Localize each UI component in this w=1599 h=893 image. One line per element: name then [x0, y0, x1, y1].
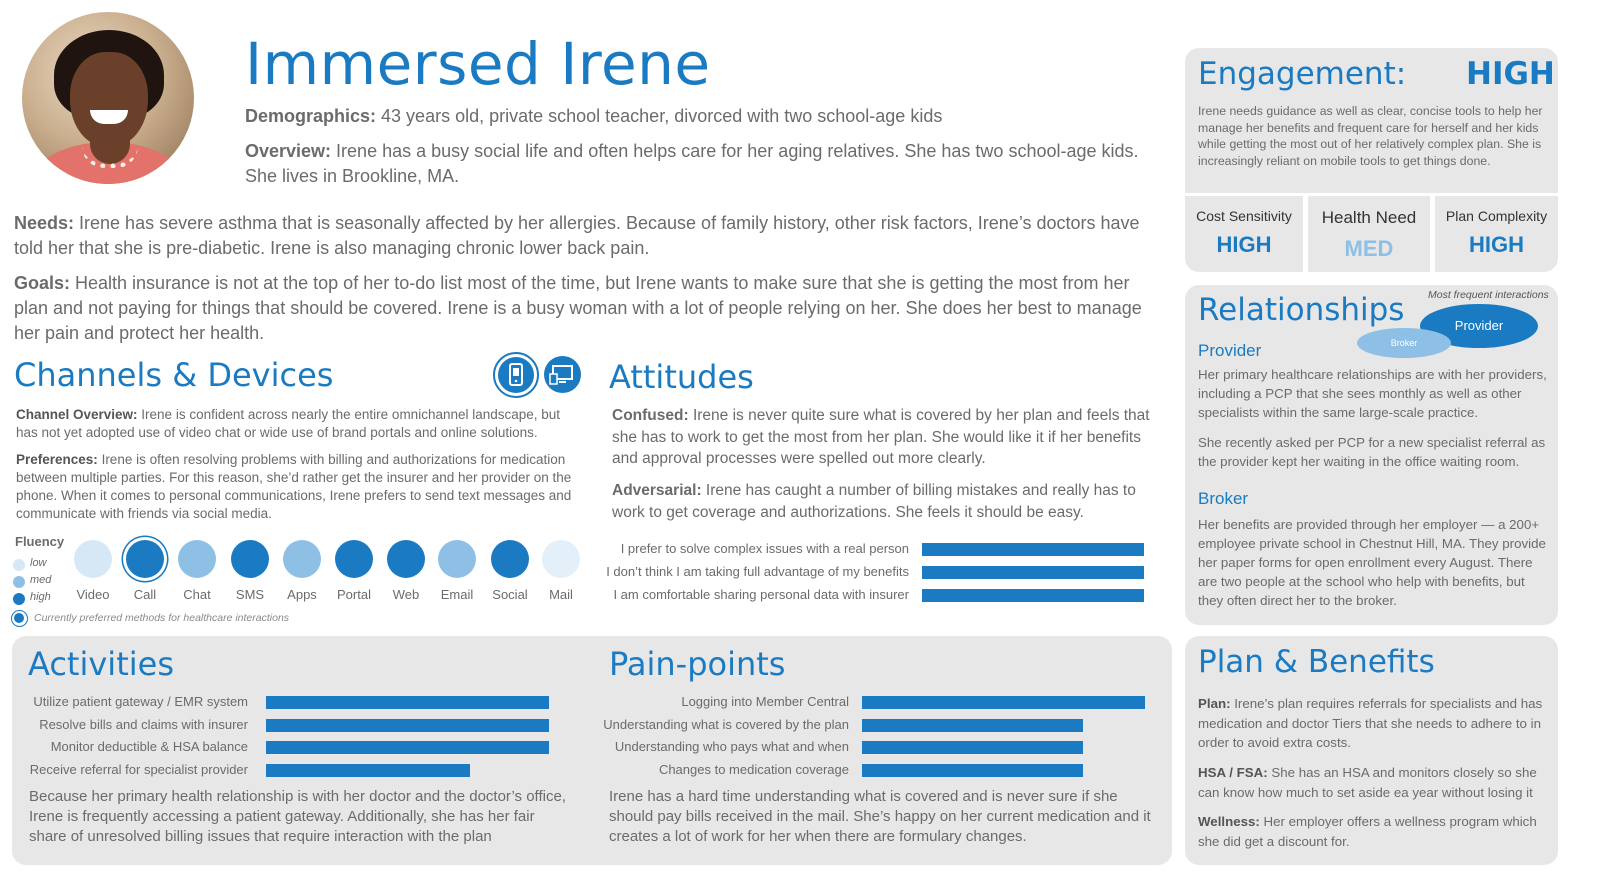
attitudes-title: Attitudes: [609, 358, 754, 396]
fluency-dot-video: [74, 540, 112, 578]
legend-preferred-note: Currently preferred methods for healthcare interactions: [34, 612, 290, 624]
fluency-label-chat: Chat: [183, 587, 211, 602]
activities-text: Because her primary health relationship is with her doctor and the doctor’s office, Irene is frequently accessing a patient gateway. Additionally, she has her fair share of unresolved billing issues that require interaction with the plan: [29, 788, 566, 845]
attitude-bar: [922, 566, 1144, 579]
hsa-text: HSA / FSA: She has an HSA and monitors closely so she can know how much to set aside ea year without losing it: [1198, 765, 1537, 800]
activities-title: Activities: [28, 645, 174, 683]
fluency-dot-sms: [231, 540, 269, 578]
fluency-dot-web: [387, 540, 425, 578]
activity-bar-label: Receive referral for specialist provider: [29, 761, 248, 777]
rating-cell: [1435, 196, 1558, 272]
fluency-label-mail: Mail: [549, 587, 573, 602]
painpoint-bar-label: Understanding who pays what and when: [614, 739, 849, 754]
wellness-text: Wellness: Her employer offers a wellness program which she did get a discount for.: [1198, 814, 1537, 849]
plan-title: Plan & Benefits: [1198, 644, 1435, 680]
fluency-label-call: Call: [133, 587, 157, 602]
channel-preferences: Preferences: Irene is often resolving problems with billing and authorizations for medication between multiple parties. For this reason, she’d rather get the insurer and her provider on the phone. When it comes to personal communications, Irene prefers to send text messages and communicate with friends via social media.: [16, 452, 572, 521]
needs: Needs: Irene has severe asthma that is seasonally affected by her allergies. Because of family history, other risk factors, Irene’s doctors have told her that she is pre-diabetic. Irene is also managing chronic lower back pain.: [14, 213, 1140, 258]
legend-high-label: high: [30, 591, 51, 603]
channels-title: Channels & Devices: [14, 356, 334, 394]
rating-value: HIGH: [1216, 232, 1272, 257]
painpoint-bar: [862, 719, 1083, 732]
fluency-label-web: Web: [392, 587, 420, 602]
goals: Goals: Health insurance is not at the top of her to-do list most of the time, but Irene wants to make sure that she is getting the most from her plan and not paying for things that should be covered. Irene is a busy woman with a lot of people relying on her. She does her best to manage her pain and protect her health.: [14, 273, 1142, 343]
fluency-dot-chat: [178, 540, 216, 578]
attitude-confused: Confused: Irene is never quite sure what is covered by her plan and feels that she has to work to get the most from her plan. She would like it if her benefits and approval processes were spelled out more clearly.: [612, 407, 1150, 467]
activity-bar: [266, 764, 470, 777]
painpoint-bar: [862, 696, 1145, 709]
rating-value: HIGH: [1469, 232, 1524, 257]
engagement-text: Irene needs guidance as well as clear, concise tools to help her manage her benefits and frequent care for herself and her kids while getting the most out of her relatively complex plan. She is increasingly reliant on mobile tools to get things done.: [1198, 104, 1543, 168]
broker-bubble: Broker: [1357, 328, 1451, 358]
painpoint-bar-label: Changes to medication coverage: [658, 761, 849, 777]
attitude-bar-label: I don’t think I am taking full advantage of my benefits: [606, 564, 909, 579]
provider-text-2: She recently asked per PCP for a new specialist referral as the provider kept her waiting in the office waiting room.: [1198, 435, 1546, 469]
painpoint-bar-label: Logging into Member Central: [681, 694, 849, 709]
fluency-row: [0, 0, 600, 620]
painpoint-bar-label: Understanding what is covered by the plan: [603, 716, 849, 732]
legend-med-label: med: [30, 574, 52, 586]
attitude-bar: [922, 589, 1144, 602]
persona-name: Immersed Irene: [245, 30, 711, 98]
engagement-level: HIGH: [1466, 56, 1555, 92]
painpoints-text: Irene has a hard time understanding what is covered and is never sure if she should pay bills received in the mail. She’s happy on her current medication and it creates a lot of work for her when there are formulary changes.: [609, 788, 1151, 845]
relationships-note: Most frequent interactions: [1428, 289, 1549, 301]
plan-text: Plan: Irene’s plan requires referrals for specialists and has medication and doctor Tiers that she needs to adhere to in order to avoid extra costs.: [1198, 696, 1543, 750]
attitude-bar-label: I prefer to solve complex issues with a real person: [620, 541, 909, 556]
fluency-label-sms: SMS: [235, 587, 265, 602]
fluency-label-email: Email: [440, 587, 474, 602]
activity-bar-label: Monitor deductible & HSA balance: [50, 739, 248, 754]
rating-title: Cost Sensitivity: [1196, 208, 1292, 224]
rating-title: Plan Complexity: [1445, 208, 1548, 224]
rating-cell: [1308, 196, 1430, 272]
fluency-label: Fluency: [15, 534, 65, 549]
provider-heading: Provider: [1198, 341, 1262, 360]
attitude-bar-label: I am comfortable sharing personal data with insurer: [613, 587, 909, 602]
provider-bubble: Provider: [1420, 304, 1538, 348]
activity-bar-label: Resolve bills and claims with insurer: [39, 716, 248, 732]
broker-text: Her benefits are provided through her employer — a 200+ employee private school in Chestnut Hill, MA. They provide her paper forms for open enrollment every August. There are two people at the school who help with benefits, but they often direct her to the broker.: [1198, 517, 1546, 608]
broker-heading: Broker: [1198, 489, 1249, 508]
rating-value: MED: [1344, 236, 1394, 261]
painpoint-bar: [862, 741, 1083, 754]
fluency-label-social: Social: [492, 587, 528, 602]
provider-text-1: Her primary healthcare relationships are with her providers, including a PCP that she sees monthly as well as other specialists within the same large-scale practice.: [1198, 367, 1547, 420]
demographics: Demographics: 43 years old, private school teacher, divorced with two school-age kids: [245, 106, 943, 126]
fluency-dot-apps: [283, 540, 321, 578]
rating-title: Health Need: [1321, 208, 1417, 227]
relationships-title: Relationships: [1198, 292, 1405, 328]
fluency-dot-email: [438, 540, 476, 578]
fluency-label-video: Video: [76, 587, 110, 602]
fluency-label-apps: Apps: [287, 587, 317, 602]
rating-cell: [1185, 196, 1303, 272]
legend-low-label: low: [30, 557, 47, 569]
activity-bar-label: Utilize patient gateway / EMR system: [33, 694, 248, 709]
engagement-title: Engagement:: [1198, 56, 1407, 92]
channel-overview: Channel Overview: Irene is confident across nearly the entire omnichannel landscape, but has not yet adopted use of video chat or wide use of brand portals and online solutions.: [16, 407, 561, 440]
fluency-dot-portal: [335, 540, 373, 578]
fluency-dot-call: [126, 540, 164, 578]
painpoints-title: Pain-points: [609, 645, 786, 683]
attitude-bar: [922, 543, 1144, 556]
overview: Overview: Irene has a busy social life and often helps care for her aging relatives. She has two school-age kids. She lives in Brookline, MA.: [245, 141, 1139, 186]
painpoint-bar: [862, 764, 1083, 777]
fluency-label-portal: Portal: [337, 587, 371, 602]
attitude-adversarial: Adversarial: Irene has caught a number of billing mistakes and really has to work to get coverage and authorizations. She feels it should be easy.: [612, 482, 1136, 521]
